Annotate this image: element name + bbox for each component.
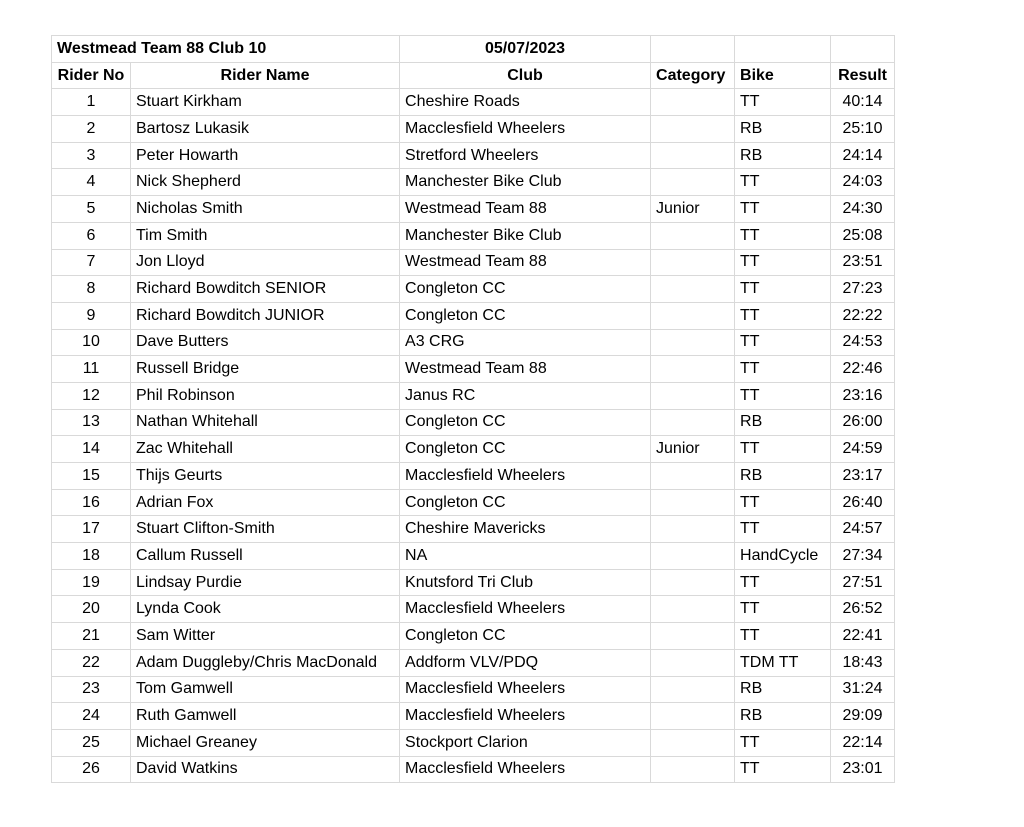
cell-bike: TT bbox=[735, 196, 831, 223]
cell-rider-name: Bartosz Lukasik bbox=[131, 116, 400, 143]
cell-category: Junior bbox=[651, 436, 735, 463]
table-row bbox=[52, 382, 895, 409]
table-row bbox=[52, 276, 895, 303]
cell-rider-name: Tom Gamwell bbox=[131, 676, 400, 703]
cell-result: 22:14 bbox=[831, 729, 895, 756]
table-row bbox=[52, 436, 895, 463]
cell-rider-no: 20 bbox=[52, 596, 131, 623]
cell-club: Stockport Clarion bbox=[400, 729, 651, 756]
cell-club: Macclesfield Wheelers bbox=[400, 703, 651, 730]
cell-rider-no: 2 bbox=[52, 116, 131, 143]
cell-club: Addform VLV/PDQ bbox=[400, 649, 651, 676]
cell-result: 22:22 bbox=[831, 302, 895, 329]
cell-bike: TT bbox=[735, 276, 831, 303]
cell-bike: TT bbox=[735, 302, 831, 329]
cell-rider-no: 9 bbox=[52, 302, 131, 329]
cell-club: Congleton CC bbox=[400, 489, 651, 516]
title-row-empty-cell bbox=[651, 36, 735, 63]
header-category: Category bbox=[651, 62, 735, 89]
cell-bike: TT bbox=[735, 756, 831, 783]
cell-result: 31:24 bbox=[831, 676, 895, 703]
table-row bbox=[52, 169, 895, 196]
cell-rider-no: 22 bbox=[52, 649, 131, 676]
cell-rider-name: Jon Lloyd bbox=[131, 249, 400, 276]
cell-category bbox=[651, 382, 735, 409]
table-row bbox=[52, 463, 895, 490]
cell-bike: TT bbox=[735, 329, 831, 356]
cell-bike: TT bbox=[735, 489, 831, 516]
cell-bike: RB bbox=[735, 116, 831, 143]
cell-club: NA bbox=[400, 543, 651, 570]
cell-rider-name: Callum Russell bbox=[131, 543, 400, 570]
cell-club: Congleton CC bbox=[400, 276, 651, 303]
title-row-empty-cell bbox=[735, 36, 831, 63]
cell-bike: RB bbox=[735, 463, 831, 490]
event-title: Westmead Team 88 Club 10 bbox=[52, 36, 400, 63]
table-row bbox=[52, 729, 895, 756]
cell-bike: TT bbox=[735, 729, 831, 756]
cell-bike: TT bbox=[735, 569, 831, 596]
cell-bike: TT bbox=[735, 516, 831, 543]
cell-rider-no: 3 bbox=[52, 142, 131, 169]
cell-club: Congleton CC bbox=[400, 436, 651, 463]
cell-category bbox=[651, 596, 735, 623]
cell-bike: TT bbox=[735, 596, 831, 623]
cell-bike: TT bbox=[735, 222, 831, 249]
cell-category bbox=[651, 116, 735, 143]
cell-rider-no: 14 bbox=[52, 436, 131, 463]
cell-club: Janus RC bbox=[400, 382, 651, 409]
cell-result: 23:51 bbox=[831, 249, 895, 276]
cell-bike: RB bbox=[735, 142, 831, 169]
cell-result: 27:23 bbox=[831, 276, 895, 303]
cell-rider-no: 25 bbox=[52, 729, 131, 756]
cell-bike: TT bbox=[735, 249, 831, 276]
table-row bbox=[52, 89, 895, 116]
cell-category bbox=[651, 649, 735, 676]
table-row bbox=[52, 623, 895, 650]
cell-category: Junior bbox=[651, 196, 735, 223]
cell-rider-no: 26 bbox=[52, 756, 131, 783]
title-row-empty-cell bbox=[831, 36, 895, 63]
cell-category bbox=[651, 676, 735, 703]
cell-club: Stretford Wheelers bbox=[400, 142, 651, 169]
cell-rider-no: 18 bbox=[52, 543, 131, 570]
table-row bbox=[52, 596, 895, 623]
header-club: Club bbox=[400, 62, 651, 89]
cell-category bbox=[651, 249, 735, 276]
cell-rider-no: 17 bbox=[52, 516, 131, 543]
table-row bbox=[52, 409, 895, 436]
table-row bbox=[52, 329, 895, 356]
cell-rider-name: Nicholas Smith bbox=[131, 196, 400, 223]
cell-club: Macclesfield Wheelers bbox=[400, 116, 651, 143]
table-row bbox=[52, 516, 895, 543]
cell-result: 24:03 bbox=[831, 169, 895, 196]
table-row bbox=[52, 756, 895, 783]
cell-club: Westmead Team 88 bbox=[400, 249, 651, 276]
results-table-body bbox=[52, 36, 895, 783]
cell-club: Westmead Team 88 bbox=[400, 196, 651, 223]
cell-category bbox=[651, 463, 735, 490]
cell-category bbox=[651, 756, 735, 783]
cell-rider-name: Peter Howarth bbox=[131, 142, 400, 169]
cell-rider-name: Ruth Gamwell bbox=[131, 703, 400, 730]
table-row bbox=[52, 116, 895, 143]
cell-result: 23:16 bbox=[831, 382, 895, 409]
table-row bbox=[52, 196, 895, 223]
cell-category bbox=[651, 623, 735, 650]
cell-rider-name: Phil Robinson bbox=[131, 382, 400, 409]
cell-category bbox=[651, 729, 735, 756]
cell-rider-no: 7 bbox=[52, 249, 131, 276]
cell-rider-name: Dave Butters bbox=[131, 329, 400, 356]
cell-rider-name: Stuart Kirkham bbox=[131, 89, 400, 116]
cell-category bbox=[651, 302, 735, 329]
header-row bbox=[52, 62, 895, 89]
table-row bbox=[52, 302, 895, 329]
cell-category bbox=[651, 169, 735, 196]
cell-rider-name: Zac Whitehall bbox=[131, 436, 400, 463]
cell-bike: TDM TT bbox=[735, 649, 831, 676]
cell-category bbox=[651, 356, 735, 383]
cell-category bbox=[651, 89, 735, 116]
cell-rider-name: Nathan Whitehall bbox=[131, 409, 400, 436]
cell-bike: RB bbox=[735, 703, 831, 730]
cell-category bbox=[651, 543, 735, 570]
cell-result: 27:51 bbox=[831, 569, 895, 596]
cell-club: Macclesfield Wheelers bbox=[400, 596, 651, 623]
cell-rider-no: 5 bbox=[52, 196, 131, 223]
cell-rider-name: Nick Shepherd bbox=[131, 169, 400, 196]
cell-result: 24:14 bbox=[831, 142, 895, 169]
cell-result: 26:00 bbox=[831, 409, 895, 436]
table-row bbox=[52, 543, 895, 570]
cell-club: Knutsford Tri Club bbox=[400, 569, 651, 596]
table-row bbox=[52, 142, 895, 169]
cell-rider-name: Richard Bowditch SENIOR bbox=[131, 276, 400, 303]
cell-result: 18:43 bbox=[831, 649, 895, 676]
cell-rider-no: 21 bbox=[52, 623, 131, 650]
cell-rider-name: Thijs Geurts bbox=[131, 463, 400, 490]
cell-club: Westmead Team 88 bbox=[400, 356, 651, 383]
cell-result: 29:09 bbox=[831, 703, 895, 730]
cell-rider-no: 10 bbox=[52, 329, 131, 356]
cell-category bbox=[651, 276, 735, 303]
cell-rider-no: 6 bbox=[52, 222, 131, 249]
cell-category bbox=[651, 222, 735, 249]
cell-rider-no: 12 bbox=[52, 382, 131, 409]
cell-bike: TT bbox=[735, 89, 831, 116]
cell-bike: HandCycle bbox=[735, 543, 831, 570]
cell-result: 27:34 bbox=[831, 543, 895, 570]
cell-rider-name: Lindsay Purdie bbox=[131, 569, 400, 596]
cell-rider-no: 4 bbox=[52, 169, 131, 196]
cell-rider-name: Adam Duggleby/Chris MacDonald bbox=[131, 649, 400, 676]
cell-result: 22:46 bbox=[831, 356, 895, 383]
cell-rider-no: 24 bbox=[52, 703, 131, 730]
cell-category bbox=[651, 703, 735, 730]
cell-result: 23:01 bbox=[831, 756, 895, 783]
cell-rider-name: Russell Bridge bbox=[131, 356, 400, 383]
cell-result: 24:57 bbox=[831, 516, 895, 543]
cell-result: 24:30 bbox=[831, 196, 895, 223]
cell-club: Macclesfield Wheelers bbox=[400, 756, 651, 783]
results-table bbox=[51, 35, 895, 783]
cell-rider-no: 19 bbox=[52, 569, 131, 596]
cell-result: 24:59 bbox=[831, 436, 895, 463]
cell-rider-name: Michael Greaney bbox=[131, 729, 400, 756]
cell-club: Cheshire Roads bbox=[400, 89, 651, 116]
cell-rider-name: Richard Bowditch JUNIOR bbox=[131, 302, 400, 329]
table-row bbox=[52, 222, 895, 249]
cell-category bbox=[651, 142, 735, 169]
cell-bike: TT bbox=[735, 356, 831, 383]
cell-rider-name: Sam Witter bbox=[131, 623, 400, 650]
cell-rider-no: 8 bbox=[52, 276, 131, 303]
cell-rider-no: 15 bbox=[52, 463, 131, 490]
header-bike: Bike bbox=[735, 62, 831, 89]
cell-rider-no: 13 bbox=[52, 409, 131, 436]
cell-result: 23:17 bbox=[831, 463, 895, 490]
table-row bbox=[52, 703, 895, 730]
table-row bbox=[52, 489, 895, 516]
cell-club: A3 CRG bbox=[400, 329, 651, 356]
event-date: 05/07/2023 bbox=[400, 36, 651, 63]
cell-rider-name: Stuart Clifton-Smith bbox=[131, 516, 400, 543]
cell-result: 25:10 bbox=[831, 116, 895, 143]
table-row bbox=[52, 249, 895, 276]
cell-result: 25:08 bbox=[831, 222, 895, 249]
cell-result: 24:53 bbox=[831, 329, 895, 356]
cell-rider-no: 1 bbox=[52, 89, 131, 116]
cell-bike: RB bbox=[735, 676, 831, 703]
cell-rider-name: David Watkins bbox=[131, 756, 400, 783]
header-result: Result bbox=[831, 62, 895, 89]
header-rider-no: Rider No bbox=[52, 62, 131, 89]
cell-club: Manchester Bike Club bbox=[400, 222, 651, 249]
title-row bbox=[52, 36, 895, 63]
cell-club: Congleton CC bbox=[400, 302, 651, 329]
cell-rider-no: 16 bbox=[52, 489, 131, 516]
cell-bike: TT bbox=[735, 623, 831, 650]
cell-result: 26:40 bbox=[831, 489, 895, 516]
cell-category bbox=[651, 516, 735, 543]
cell-bike: TT bbox=[735, 169, 831, 196]
cell-category bbox=[651, 409, 735, 436]
cell-bike: TT bbox=[735, 382, 831, 409]
cell-category bbox=[651, 329, 735, 356]
cell-club: Congleton CC bbox=[400, 409, 651, 436]
cell-rider-no: 11 bbox=[52, 356, 131, 383]
cell-club: Macclesfield Wheelers bbox=[400, 676, 651, 703]
cell-bike: TT bbox=[735, 436, 831, 463]
cell-club: Macclesfield Wheelers bbox=[400, 463, 651, 490]
cell-result: 40:14 bbox=[831, 89, 895, 116]
cell-club: Congleton CC bbox=[400, 623, 651, 650]
cell-rider-no: 23 bbox=[52, 676, 131, 703]
cell-club: Cheshire Mavericks bbox=[400, 516, 651, 543]
cell-club: Manchester Bike Club bbox=[400, 169, 651, 196]
table-row bbox=[52, 649, 895, 676]
table-row bbox=[52, 356, 895, 383]
cell-category bbox=[651, 489, 735, 516]
cell-result: 26:52 bbox=[831, 596, 895, 623]
cell-rider-name: Tim Smith bbox=[131, 222, 400, 249]
cell-category bbox=[651, 569, 735, 596]
cell-rider-name: Adrian Fox bbox=[131, 489, 400, 516]
cell-bike: RB bbox=[735, 409, 831, 436]
cell-result: 22:41 bbox=[831, 623, 895, 650]
table-row bbox=[52, 569, 895, 596]
cell-rider-name: Lynda Cook bbox=[131, 596, 400, 623]
header-rider-name: Rider Name bbox=[131, 62, 400, 89]
table-row bbox=[52, 676, 895, 703]
